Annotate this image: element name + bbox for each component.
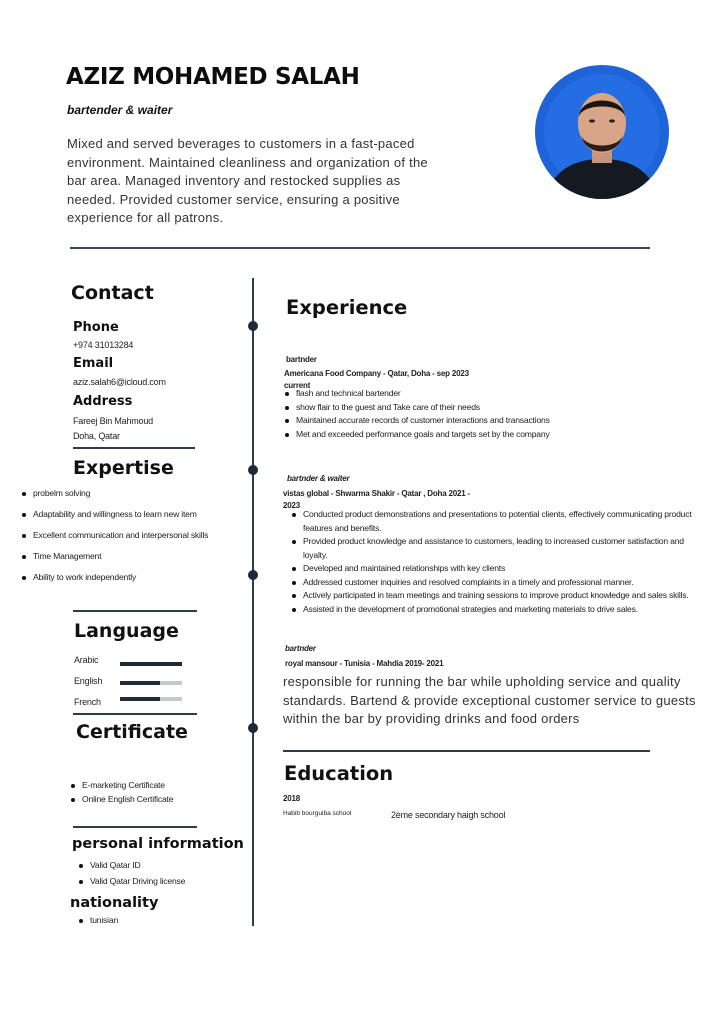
language-name: French	[74, 697, 101, 707]
timeline-dot	[248, 465, 258, 475]
job-period: current	[284, 381, 311, 390]
timeline-dot	[248, 723, 258, 733]
list-item: Addressed customer inquiries and resolved complaints in a timely and professional manner.	[291, 576, 706, 590]
timeline-line	[252, 278, 254, 926]
job-bullets	[284, 387, 704, 441]
section-divider	[73, 610, 197, 612]
language-heading: Language	[74, 620, 179, 642]
education-year: 2018	[283, 794, 300, 803]
section-divider	[73, 826, 197, 828]
timeline-dot	[248, 321, 258, 331]
list-item: Online English Certificate	[70, 793, 245, 807]
list-item: Assisted in the development of promotional strategies and marketing materials to drive sales.	[291, 603, 706, 617]
email-value: aziz.salah6@icloud.com	[73, 377, 166, 387]
personal-info-list	[78, 859, 248, 888]
profile-summary: Mixed and served beverages to customers in a fast-paced environment. Maintained cleanliness and organization of the bar area. Managed inventory and restocked supplies as needed. Provided customer service, ensuring a positive experience for all patrons.	[67, 136, 428, 225]
section-divider	[73, 713, 197, 715]
list-item: Adaptability and willingness to learn new item	[21, 508, 249, 522]
address-label: Address	[73, 394, 133, 409]
language-level-bar	[120, 681, 182, 685]
job-company: Americana Food Company - Qatar, Doha - sep 2023	[284, 369, 469, 378]
certificate-list	[70, 779, 245, 806]
list-item: Valid Qatar ID	[78, 859, 248, 873]
list-item: Actively participated in team meetings and training sessions to improve product knowledge and sales skills.	[291, 589, 706, 603]
expertise-list	[21, 487, 249, 585]
education-school: Habib bourguiba school	[283, 810, 352, 817]
list-item: Time Management	[21, 550, 249, 564]
header-divider	[70, 247, 650, 249]
section-divider	[283, 750, 650, 752]
language-level-fill	[120, 697, 160, 701]
contact-heading: Contact	[71, 282, 154, 304]
job-bullets	[291, 508, 706, 616]
language-level-bar	[120, 662, 182, 666]
list-item: probelm solving	[21, 487, 249, 501]
timeline-dot	[248, 570, 258, 580]
job-company: royal mansour - Tunisia - Mahdia 2019- 2021	[285, 659, 444, 668]
education-heading: Education	[284, 762, 394, 785]
language-level-fill	[120, 662, 182, 666]
address-line: Fareej Bin Mahmoud	[73, 416, 153, 426]
nationality-heading: nationality	[70, 895, 159, 911]
education-degree: 2ème secondary haigh school	[391, 810, 506, 820]
list-item: E-marketing Certificate	[70, 779, 245, 793]
list-item: Conducted product demonstrations and presentations to potential clients, effectively communicating product features and benefits.	[291, 508, 706, 535]
language-name: English	[74, 676, 103, 686]
list-item: show flair to the guest and Take care of their needs	[284, 401, 704, 415]
profile-photo	[535, 65, 669, 199]
phone-value: +974 31013284	[73, 340, 134, 350]
list-item: flash and technical bartender	[284, 387, 704, 401]
list-item: Maintained accurate records of customer interactions and transactions	[284, 414, 704, 428]
job-title: bartnder	[285, 644, 316, 653]
candidate-name: AZIZ MOHAMED SALAH	[66, 64, 360, 90]
job-title: bartnder & waiter	[287, 474, 350, 483]
list-item: Excellent communication and interpersonal skills	[21, 529, 249, 543]
expertise-heading: Expertise	[73, 457, 174, 479]
email-label: Email	[73, 356, 114, 371]
job-period: 2023	[283, 501, 300, 510]
phone-label: Phone	[73, 320, 119, 335]
job-description: responsible for running the bar while upholding service and quality standards. Bartend & provide exceptional customer service to guests within the bar by providing drinks and food orders	[283, 674, 696, 726]
experience-heading: Experience	[286, 296, 408, 319]
list-item: Developed and maintained relationships with key clients	[291, 562, 706, 576]
personal-info-heading: personal information	[72, 836, 244, 852]
language-level-fill	[120, 681, 160, 685]
certificate-heading: Certificate	[76, 721, 188, 743]
language-name: Arabic	[74, 655, 99, 665]
list-item: Met and exceeded performance goals and targets set by the company	[284, 428, 704, 442]
job-company: vistas global - Shwarma Shakir - Qatar , Doha 2021 -	[283, 489, 471, 498]
job-title: bartnder	[286, 355, 317, 364]
nationality-list	[78, 914, 248, 928]
list-item: Ability to work independently	[21, 571, 249, 585]
section-divider	[73, 447, 195, 449]
address-line: Doha, Qatar	[73, 431, 120, 441]
list-item: tunisian	[78, 914, 248, 928]
list-item: Provided product knowledge and assistance to customers, leading to increased customer satisfaction and loyalty.	[291, 535, 706, 562]
language-level-bar	[120, 697, 182, 701]
list-item: Valid Qatar Driving license	[78, 875, 248, 889]
candidate-role: bartender & waiter	[67, 103, 173, 117]
